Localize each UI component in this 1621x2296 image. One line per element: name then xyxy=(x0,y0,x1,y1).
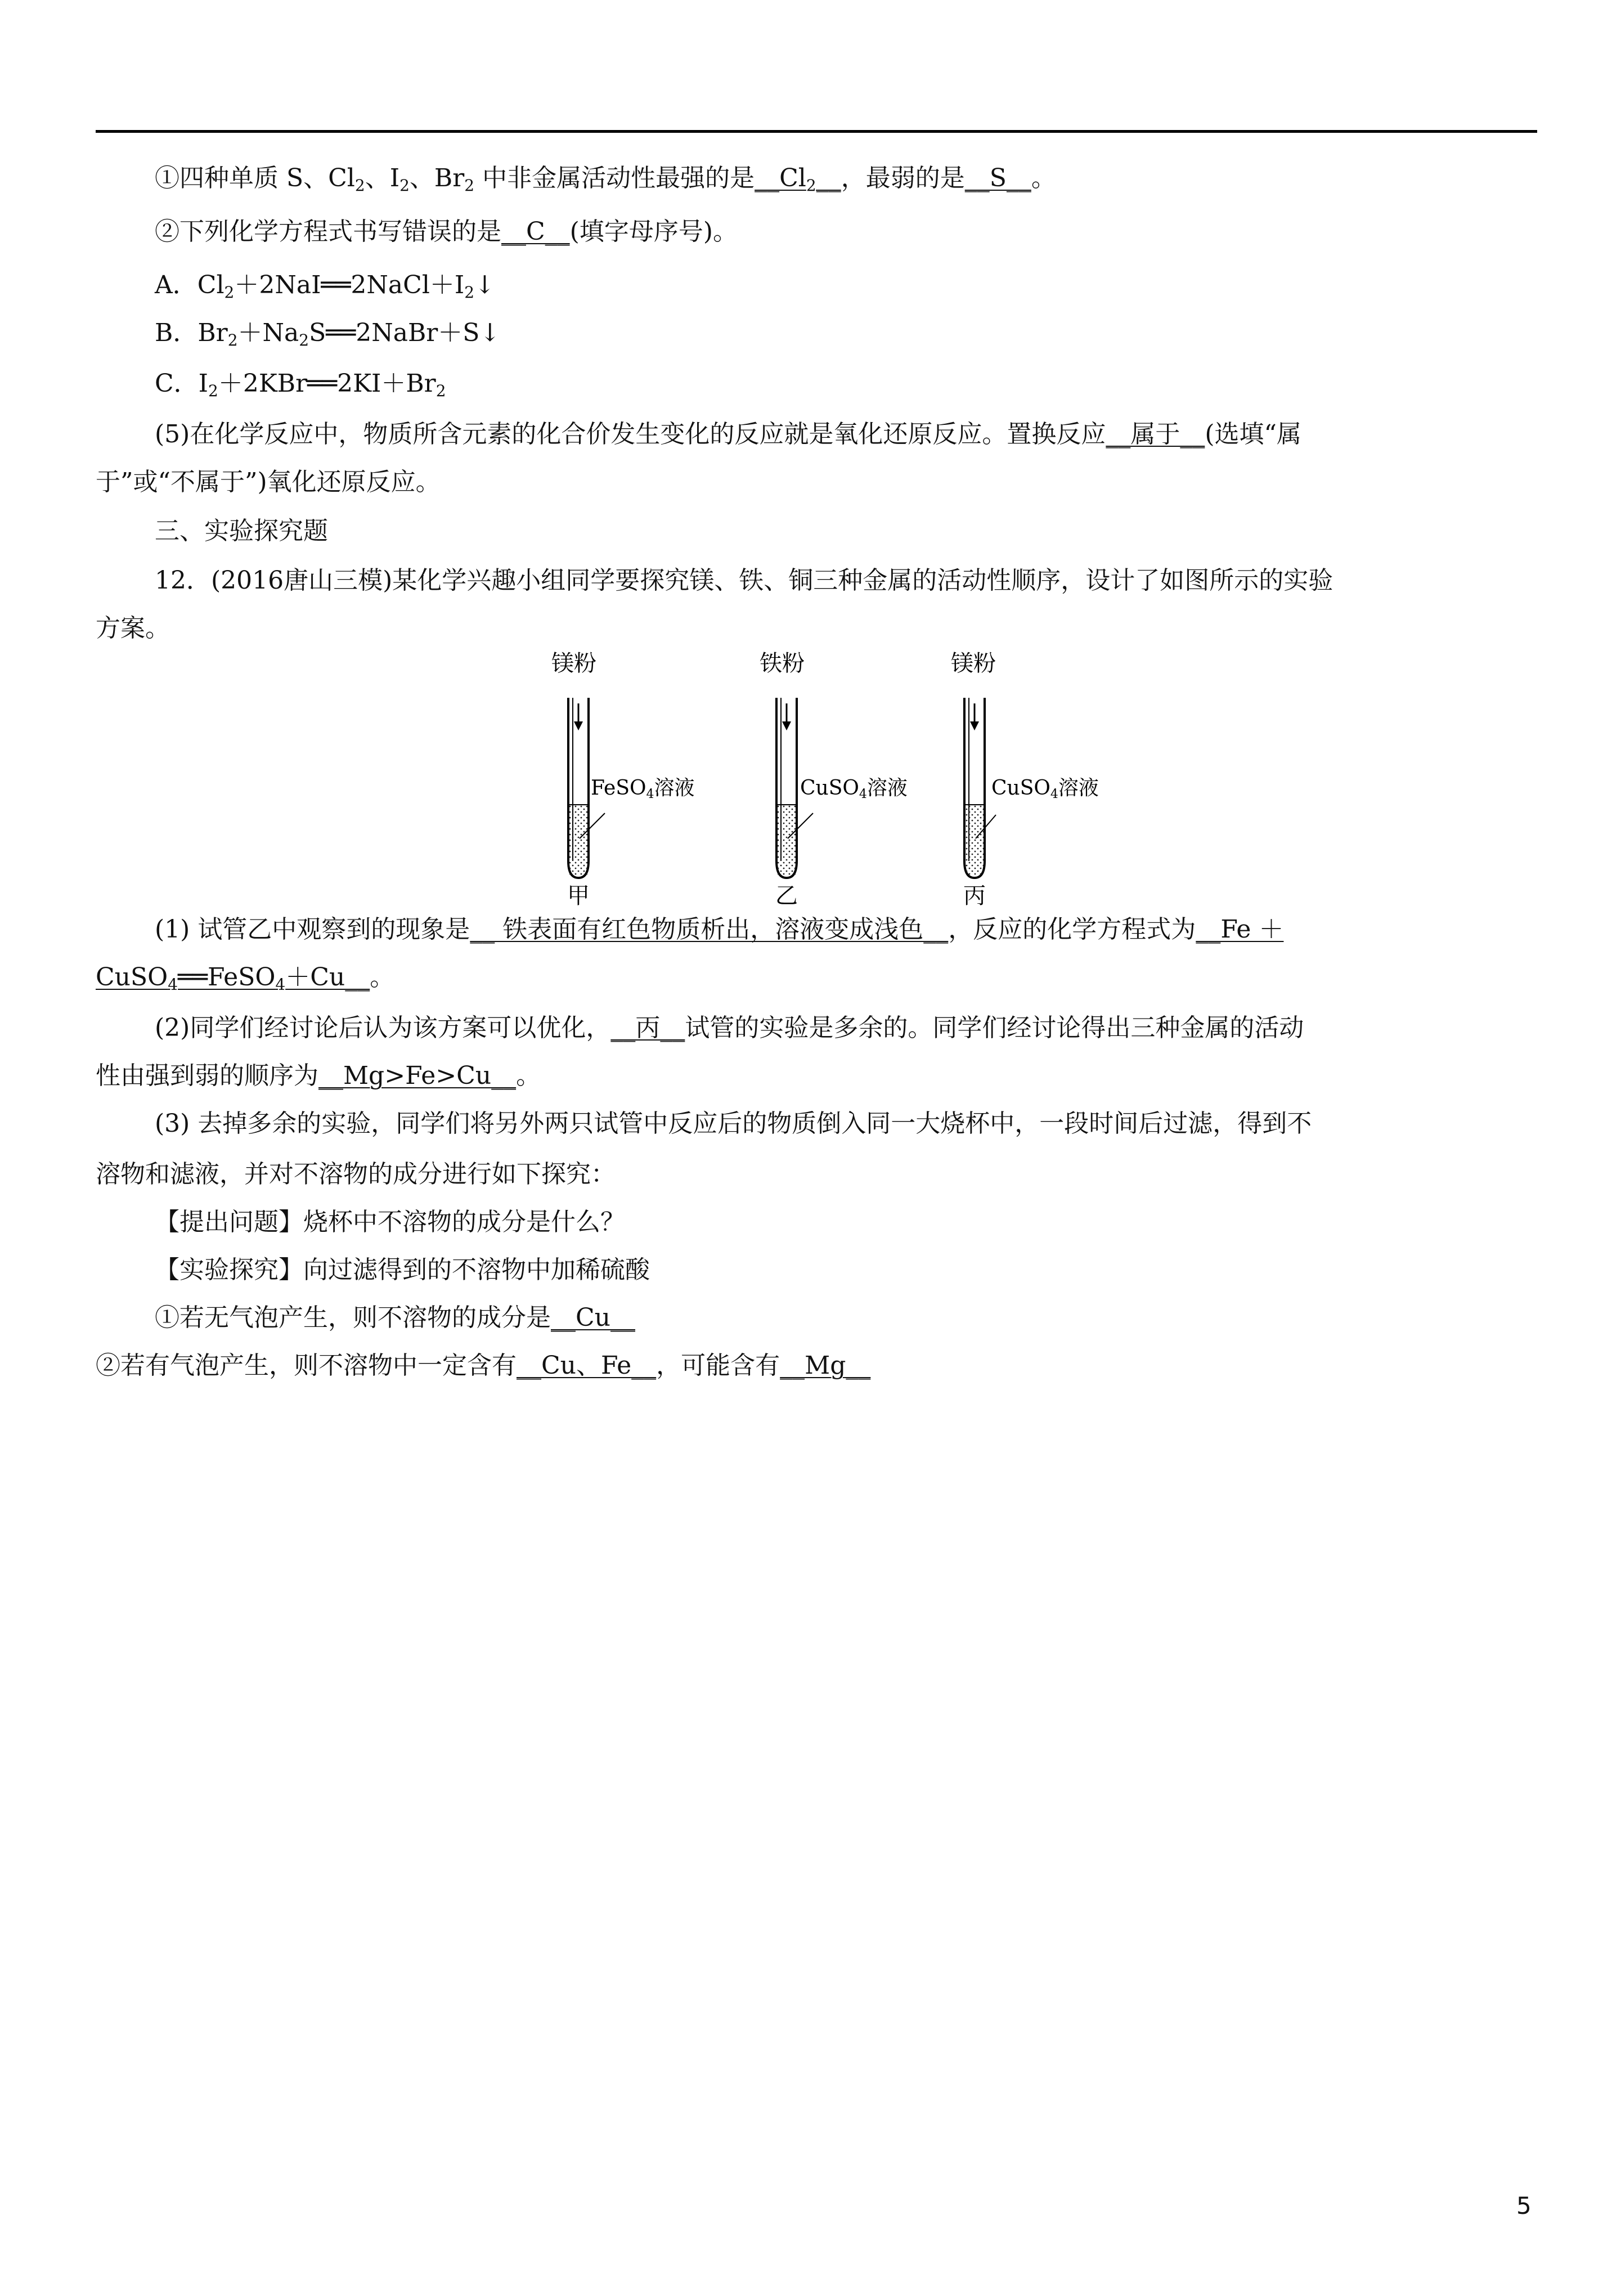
q12-p1-line1: (1) 试管乙中观察到的现象是__ 铁表面有红色物质析出，溶液变成浅色__，反应的化学方程式为__Fe ＋ xyxy=(155,915,1284,944)
answer-blank: __属于__ xyxy=(1106,420,1205,449)
subscript: 2 xyxy=(354,176,365,195)
tube-jia xyxy=(551,651,695,909)
q5-line1: (5)在化学反应中，物质所含元素的化合价发生变化的反应就是氧化还原反应。置换反应__属于__(选填“属 xyxy=(155,420,1301,449)
text-segment: 、I xyxy=(365,164,400,192)
option-c: C．$I_2+2KBr══2KI+Br_2$ xyxy=(155,369,446,400)
section-title: 三、实验探究题 xyxy=(155,517,328,545)
q12-line2: 方案。 xyxy=(96,614,170,643)
header-rule xyxy=(96,130,1537,133)
q12-p3-line1: (3) 去掉多余的实验，同学们将另外两只试管中反应后的物质倒入同一大烧杯中，一段时间后过滤，得到不 xyxy=(155,1109,1312,1138)
q12-p2-line2: 性由强到弱的顺序为__Mg>Fe>Cu__。 xyxy=(96,1061,541,1090)
explore-heading: 【实验探究】向过滤得到的不溶物中加稀硫酸 xyxy=(155,1255,650,1284)
subscript: 2 xyxy=(464,176,475,195)
q5-line2: 于”或“不属于”)氧化还原反应。 xyxy=(96,468,441,496)
subscript: 2 xyxy=(399,176,410,195)
answer-blank: __Mg__ xyxy=(780,1351,871,1380)
text-segment: ①四种单质 S、Cl xyxy=(155,164,355,192)
answer-blank: __Mg>Fe>Cu__ xyxy=(318,1061,517,1090)
tube-bing xyxy=(951,651,1099,909)
question-heading: 【提出问题】烧杯中不溶物的成分是什么？ xyxy=(155,1208,625,1236)
tube-bottom-label: 乙 xyxy=(775,883,798,909)
option-b: B．$Br_2+Na_2S══2NaBr+S↓$ xyxy=(155,319,501,349)
tube-solution-label: CuSO4溶液 xyxy=(800,777,908,801)
q4-part1-line xyxy=(155,160,1537,196)
text-segment: 。 xyxy=(1031,164,1056,192)
tube-top-label: 镁粉 xyxy=(951,651,996,676)
tube-yi xyxy=(760,651,908,909)
result-1: ①若无气泡产生，则不溶物的成分是__Cu__ xyxy=(155,1303,636,1332)
q12-p2-line1: (2)同学们经讨论后认为该方案可以优化，__丙__试管的实验是多余的。同学们经讨论得出三种金属的活动 xyxy=(155,1014,1304,1042)
q12-p3-line2: 溶物和滤液，并对不溶物的成分进行如下探究： xyxy=(96,1160,616,1189)
answer-blank: __Cu__ xyxy=(551,1303,636,1332)
answer-blank: __ 铁表面有红色物质析出，溶液变成浅色__ xyxy=(470,915,949,944)
text-segment: 、Br xyxy=(409,164,465,192)
tube-solution-label: CuSO4溶液 xyxy=(991,777,1099,801)
answer-blank: __C__ xyxy=(501,217,570,246)
q4-part2-line xyxy=(155,214,1537,250)
answer-blank: CuSO$_4$══FeSO$_4$＋Cu__ xyxy=(96,963,370,994)
answer-blank: __Cu、Fe__ xyxy=(517,1351,657,1380)
q12-p1-line2: CuSO$_4$══FeSO$_4$＋Cu__。 xyxy=(96,963,395,994)
text-segment: 中非金属活动性最强的是 xyxy=(474,164,755,192)
result-2: ②若有气泡产生，则不溶物中一定含有__Cu、Fe__，可能含有__Mg__ xyxy=(96,1351,871,1380)
answer-blank: __S__ xyxy=(964,164,1031,192)
tube-bottom-label: 甲 xyxy=(567,883,590,909)
page-number: 5 xyxy=(1516,2192,1532,2219)
text-segment: ②下列化学方程式书写错误的是 xyxy=(155,217,501,246)
test-tube-diagram xyxy=(540,647,1099,909)
text-segment: ，最弱的是 xyxy=(841,164,965,192)
text-segment: (填字母序号)。 xyxy=(569,217,738,246)
option-a: A．$Cl_2+2NaI══2NaCl+I_2↓$ xyxy=(155,271,495,302)
tube-top-label: 镁粉 xyxy=(551,651,596,676)
tube-bottom-label: 丙 xyxy=(963,883,986,909)
q12-line1: 12．(2016唐山三模)某化学兴趣小组同学要探究镁、铁、铜三种金属的活动性顺序，设计了如图所示的实验 xyxy=(155,566,1333,595)
answer-blank: __丙__ xyxy=(610,1014,685,1042)
tube-top-label: 铁粉 xyxy=(760,651,805,676)
answer-blank: $\_\_Cl_2\_\_$ xyxy=(755,164,841,195)
tube-solution-label: FeSO4溶液 xyxy=(591,777,695,801)
test-tube-figure xyxy=(540,647,1099,909)
answer-blank: __Fe ＋ xyxy=(1196,915,1284,944)
